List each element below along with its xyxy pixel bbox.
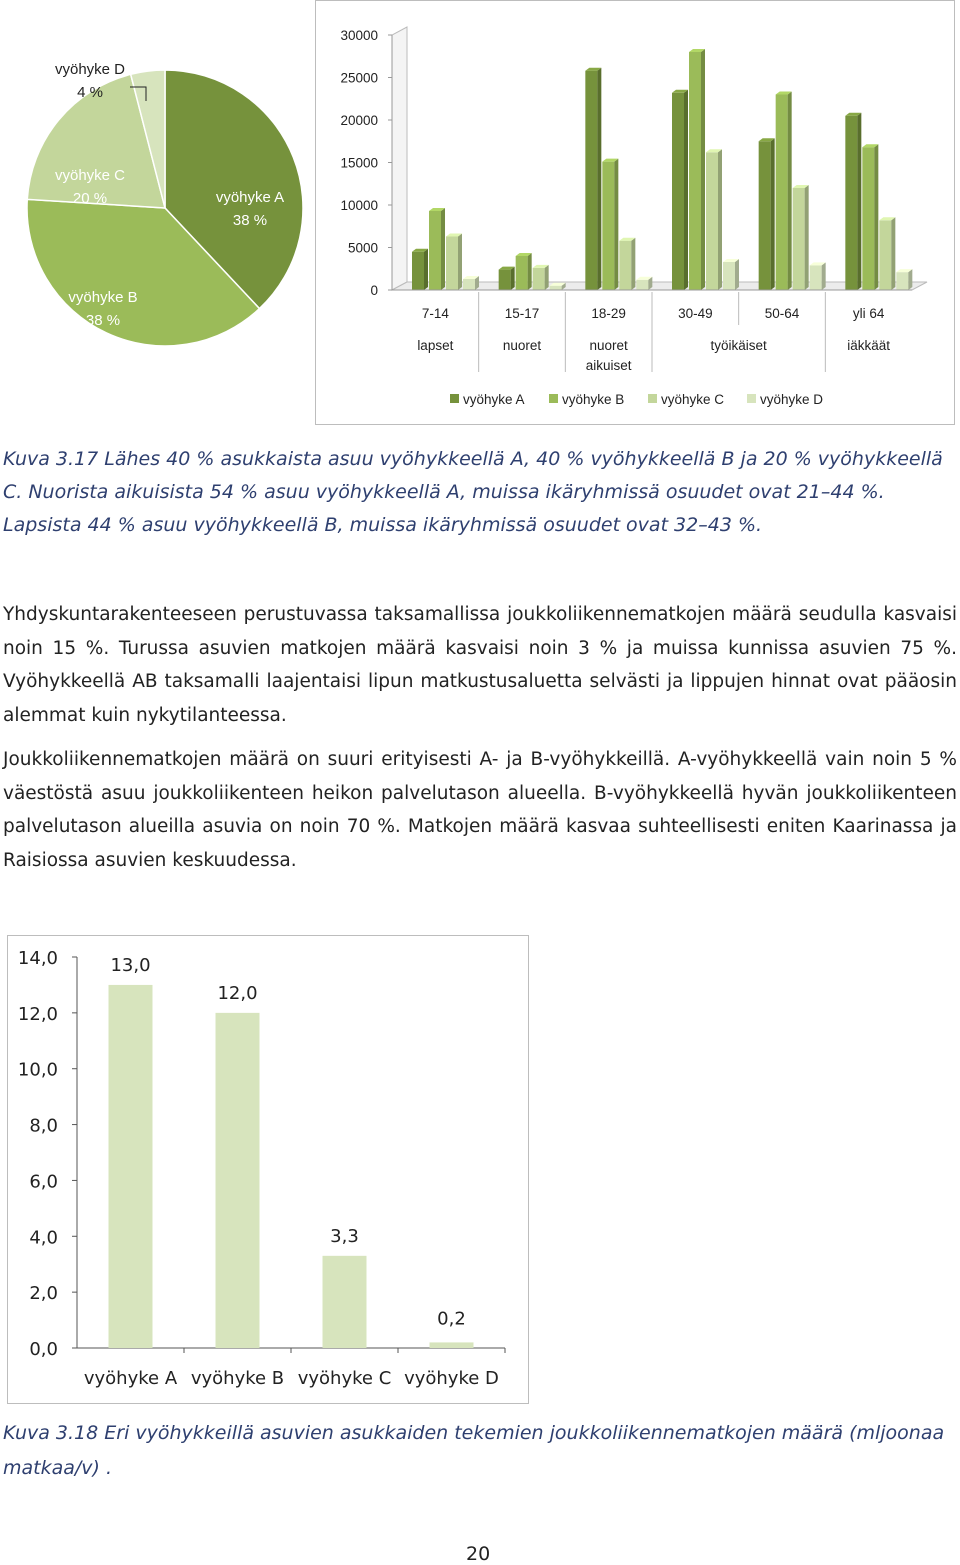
x-group-label: lapset: [417, 338, 454, 353]
legend-label: vyöhyke C: [661, 392, 725, 407]
pie-percent: 38 %: [232, 212, 268, 229]
x-category-label: vyöhyke B: [190, 1368, 285, 1389]
pie-label: vyöhyke D: [54, 61, 126, 78]
figure-caption-3-17: Kuva 3.17 Lähes 40 % asukkaista asuu vyöhykkeellä A, 40 % vyöhykkeellä B ja 20 % vyöhykkeellä C. Nuorista aikuisista 54 % asuu vyöhykkeellä A, muissa ikäryhmissä osuudet ovat 21–44 %. Lapsista 44 % asuu vyöhykkeellä B, muissa ikäryhmissä osuudet ovat 32–43 %.: [3, 448, 943, 536]
x-group-label: nuoret aikuiset: [585, 338, 632, 373]
bar-vyöhyke-C: [323, 1256, 367, 1348]
y-tick-label: 12,0: [17, 1003, 58, 1025]
x-category-label: vyöhyke D: [404, 1368, 499, 1389]
bar-vyöhyke-B: [216, 1013, 260, 1348]
body-paragraph-1: Yhdyskuntarakenteeseen perustuvassa taksamallissa joukkoliikennematkojen määrä seudulla kasvaisi noin 15 %. Turussa asuvien matkojen määrä kasvaisi noin 3 % ja muissa kunnissa asuvien 75 %. Vyöhykkeellä AB taksamalli laajentaisi lipun matkustusaluetta selvästi ja lippujen hinnat ovat pääosin alemmat kuin nykytilanteessa.: [3, 604, 957, 726]
data-label: 0,2: [437, 1308, 466, 1330]
y-tick-label: 14,0: [17, 948, 58, 969]
bar-vyöhyke-D: [430, 1342, 474, 1348]
x-category-label: 15-17: [504, 306, 540, 321]
y-tick-label: 20000: [340, 113, 378, 128]
x-group-label: nuoret: [502, 338, 542, 353]
y-tick-label: 0: [370, 283, 378, 298]
x-category-label: 7-14: [421, 306, 449, 321]
y-tick-label: 25000: [340, 70, 378, 86]
data-label: 3,3: [330, 1225, 359, 1247]
x-category-label: yli 64: [852, 306, 885, 321]
legend-label: vyöhyke A: [463, 392, 525, 407]
y-tick-label: 4,0: [29, 1227, 58, 1249]
pie-percent: 4 %: [77, 84, 103, 101]
x-category-label: 50-64: [764, 306, 800, 321]
y-tick-label: 15000: [340, 155, 378, 171]
page-number: 20: [466, 1543, 491, 1565]
body-paragraph-2: Joukkoliikennematkojen määrä on suuri erityisesti A- ja B-vyöhykkeillä. A-vyöhykkeellä vain noin 5 % väestöstä asuu joukkoliikenteen heikon palvelutason alueella. B-vyöhykkeellä hyvän joukkoliikenteen palvelutason alueilla asuvia on noin 70 %. Matkojen määrä kasvaa suhteellisesti eniten Kaarinassa ja Raisiossa asuvien keskuudessa.: [3, 749, 957, 871]
y-tick-label: 10,0: [17, 1059, 58, 1081]
pie-percent: 20 %: [72, 190, 108, 207]
y-tick-label: 10000: [340, 198, 378, 213]
data-label: 12,0: [217, 982, 258, 1004]
y-tick-label: 5000: [347, 240, 378, 256]
data-label: 13,0: [110, 954, 151, 976]
x-category-label: vyöhyke C: [297, 1368, 392, 1389]
y-tick-label: 8,0: [29, 1115, 58, 1137]
x-group-label: iäkkäät: [847, 338, 891, 353]
legend-label: vyöhyke B: [562, 392, 625, 407]
y-tick-label: 30000: [340, 28, 378, 43]
legend-label: vyöhyke D: [760, 392, 824, 407]
x-category-label: vyöhyke A: [83, 1368, 178, 1389]
bar-vyöhyke-A: [109, 985, 153, 1348]
figure-caption-3-18: Kuva 3.18 Eri vyöhykkeillä asuvien asukkaiden tekemien joukkoliikennematkojen määrä (mljoonaa matkaa/v) .: [3, 1422, 945, 1479]
pie-percent: 38 %: [85, 312, 121, 329]
x-group-label: työikäiset: [710, 338, 767, 353]
pie-label: vyöhyke C: [54, 167, 126, 184]
y-tick-label: 2,0: [29, 1283, 58, 1305]
y-tick-label: 0,0: [29, 1339, 58, 1360]
y-tick-label: 6,0: [29, 1171, 58, 1193]
pie-label: vyöhyke A: [215, 189, 285, 206]
pie-label: vyöhyke B: [68, 289, 138, 306]
x-category-label: 30-49: [678, 306, 713, 321]
x-category-label: 18-29: [591, 306, 626, 321]
